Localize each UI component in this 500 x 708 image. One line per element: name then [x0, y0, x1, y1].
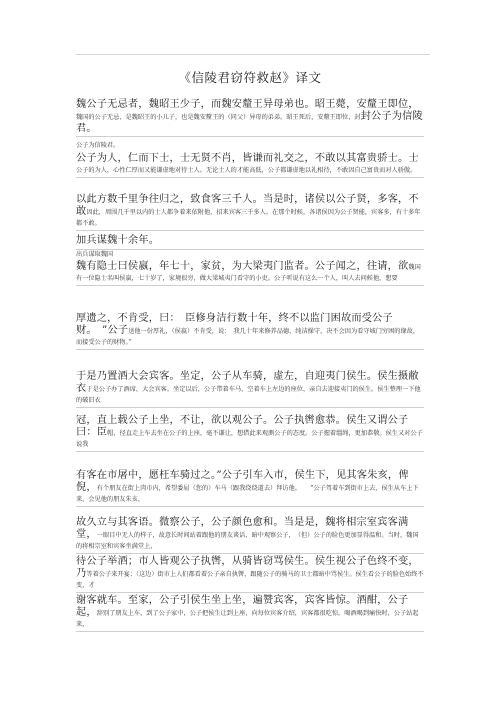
original-text: 加兵谋魏十余年。 — [76, 234, 424, 250]
translation-text: 送他一份厚礼，（侯嬴）不肯受，说： 我几十年来修养品德，纯洁操守，决不会因为看守城门穷困的缘故，而接受公子的财物。” — [76, 328, 420, 346]
original-text: 待公子举酒；市人皆观公子执辔，从骑皆窃骂侯生。侯生视公子色终不变，乃 — [76, 556, 419, 579]
translation-text: 魏国有一位隐士名叫侯嬴，七十岁了，家境很穷，做大梁城夷门看守的小吏。公子听说有这么一个人，叫人去问候他，想要 — [76, 264, 421, 282]
original-text: 有客在市屠中，愿枉车骑过之。”公子引车入市，侯生下，见其客朱亥，俾倪， — [76, 470, 409, 493]
paragraph-block — [76, 313, 424, 350]
translation-text: 魏国的公子无忌，是魏昭王的小儿子，也是魏安釐王的（同父）异母的弟弟。昭王死后，安釐王即位，封 — [76, 114, 361, 121]
paragraph-block — [76, 99, 424, 137]
paragraph-block — [76, 595, 424, 632]
translation-text: 帽，径直走上车去坐在公子的上座，毫不谦让，想借此来观测公子的态度。公子握着缰绳，更加恭敬。侯生又对公子说我 — [76, 430, 423, 448]
paragraph-block — [76, 556, 424, 593]
original-text: 封公子为信陵君。 — [76, 111, 423, 134]
header-rule — [76, 54, 430, 55]
original-text: 公子为人，仁而下士，士无贤不肖，皆谦而礼交之，不敢以其富贵骄士。士 — [76, 153, 419, 164]
original-text: 谢客就车。至家，公子引侯生坐上坐，遍赞宾客，宾客皆惊。酒酣，公子起， — [76, 595, 409, 618]
translation-text: 出兵谋取魏国 — [76, 251, 114, 258]
original-text: 于是乃置酒大会宾客。坐定，公子从车骑，虚左，自迎夷门侯生。侯生摄敝衣 — [76, 371, 419, 394]
paragraph-block — [76, 261, 424, 286]
original-text: 冠，直上载公子上坐，不让，欲以观公子。公子执辔愈恭。侯生又谓公子曰：臣 — [76, 415, 409, 438]
original-text: 魏公子无忌者，魏昭王少子，而魏安釐王异母弟也。昭王薨，安釐王即位， — [76, 99, 419, 110]
original-text: 魏有隐士曰侯嬴，年七十，家贫，为大梁夷门监者。公子闻之，往请，欲 — [76, 261, 409, 272]
paragraph-block — [76, 194, 424, 231]
original-text: 以此方数千里争往归之，致食客三千人。当是时，诸侯以公子贤，多客，不敢 — [76, 194, 419, 217]
original-text: 故久立与其客语。微察公子，公子颜色愈和。当是是，魏将相宗室宾客满堂， — [76, 517, 409, 540]
translation-text: 公子为信陵君。 — [76, 142, 120, 149]
translation-text: 辞别了朋友上车，到了公子家中，公子把侯生让到上座，向每位宾客介绍，宾客都很吃惊。喝酒喝到痛快时，公子站起来， — [76, 610, 419, 628]
paragraph-block — [76, 517, 424, 554]
paragraph-block — [76, 153, 424, 178]
translation-text: 公子的为人，心性仁厚而又能谦虚地对待士人。无论士人的才能高低，公子都谦虚地以礼相待，不敢因自己富贵而对人骄傲。 — [76, 167, 417, 174]
translation-text: 于是公子办了酒席，大会宾客。坐定以后，公子带着车马，空着车上左边的座位，亲自去迎接夷门的侯生。侯生整理一下他的破旧衣 — [76, 386, 421, 404]
paragraph-block — [76, 371, 424, 408]
paragraph-block — [76, 470, 424, 507]
translation-text: 一眼目中无人的样子，故意长时间站着跟他的朋友谈话，暗中观察公子， （但）公子的脸色更加显得温和。当时，魏国的将相宗室和宾客坐满堂上， — [76, 532, 419, 550]
paragraph-block — [76, 415, 424, 452]
page-title: 《信陵君窃符救赵》译文 — [178, 70, 322, 85]
translation-text: 有个朋友在街上肉市内，希望委屈（您的）车马（跟我绕绕道去）拜访他。 ”公子驾着车到街市上去，侯生从车上下来，会见他的朋友朱亥， — [76, 485, 419, 503]
original-text: 厚遗之，不肯受，曰： 臣修身洁行数十年，终不以监门困故而受公子财。 ”公子 — [76, 313, 393, 336]
translation-text: 因此，周围几千里以内的士人都争着来依附他，招来宾客三千多人。在那个时候，各诸侯因为公子贤能，宾客多，有十多年都不敢。 — [76, 209, 421, 227]
translation-text: 等着公子来开宴；（这边）街市上人们都看着公子亲自执辔，跟随公子的骑马的卫士都暗中骂侯生。侯生看公子的脸色始终不变，才 — [76, 571, 424, 589]
